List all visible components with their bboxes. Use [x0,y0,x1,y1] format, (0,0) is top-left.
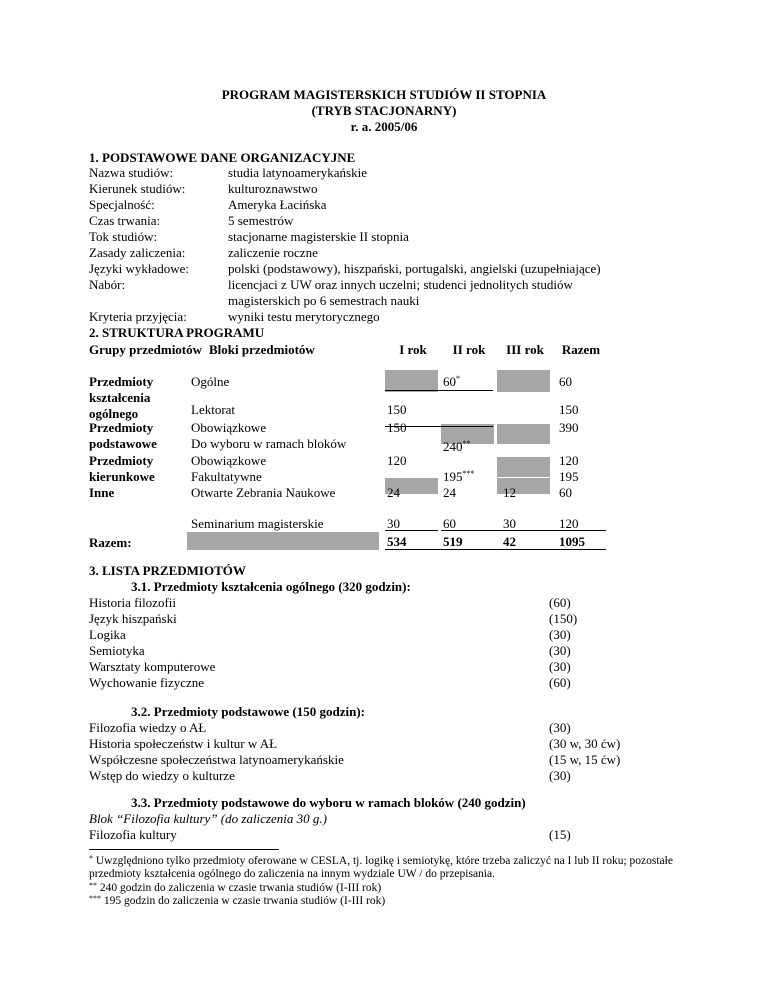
footnote-3: *** 195 godzin do zaliczenia w czasie trwania studiów (I-III rok) [89,894,386,907]
course-hours: (30 w, 30 ćw) [549,736,621,751]
value-cell: 195 [559,469,579,484]
value-cell: 120 [559,516,579,531]
block-major-mandatory: Obowiązkowe [191,453,267,468]
course-hours: (30) [549,720,571,735]
value-cell: 60 [559,485,572,500]
col-header-year1: I rok [399,342,427,357]
col-header-groups: Grupy przedmiotów [89,342,203,357]
course-hours: (30) [549,627,571,642]
block-meetings: Otwarte Zebrania Naukowe [191,485,336,500]
course-hours: (30) [549,768,571,783]
course-name: Logika [89,627,126,642]
info-label: Tok studiów: [89,229,158,244]
value-cell: 120 [559,453,579,468]
course-name: Filozofia kultury [89,827,177,842]
block-optional: Fakultatywne [191,469,262,484]
course-name: Język hiszpański [89,611,177,626]
footnote-mark: ** [89,881,97,890]
section3-2-heading: 3.2. Przedmioty podstawowe (150 godzin): [131,704,365,719]
info-value: stacjonarne magisterskie II stopnia [228,229,409,244]
section3-heading: 3. LISTA PRZEDMIOTÓW [89,563,246,578]
footnote-mark: *** [462,469,475,478]
value-cell: 195*** [443,469,475,484]
info-label: Nabór: [89,277,126,292]
footnote-2: ** 240 godzin do zaliczenia w czasie trwania studiów (I-III rok) [89,881,382,894]
shaded-cell [497,370,550,392]
col-header-year3: III rok [506,342,544,357]
course-name: Filozofia wiedzy o AŁ [89,720,207,735]
value-cell: 150 [387,402,407,417]
info-value: studia latynoamerykańskie [228,165,367,180]
course-name: Wychowanie fizyczne [89,675,205,690]
shaded-cell [497,424,550,444]
info-label: Języki wykładowe: [89,261,190,276]
group-major: Przedmioty kierunkowe [89,453,155,484]
info-label: Nazwa studiów: [89,165,174,180]
footnote-mark: * [89,854,93,863]
value-cell: 150 [387,420,407,435]
footnote-1: * Uwzględniono tylko przedmioty oferowane w CESLA, tj. logikę i semiotykę, które trzeba zaliczyć na I lub II roku; pozostałe przedmioty kształcenia ogólnego do zaliczenia na innym wydziale UW / do przepisania. [89,854,673,880]
block-elective: Do wyboru w ramach bloków [191,436,347,451]
value-cell: 120 [387,453,407,468]
value-cell: 240** [443,439,471,454]
course-hours: (60) [549,675,571,690]
footnote-separator [89,849,279,850]
course-name: Warsztaty komputerowe [89,659,216,674]
info-label: Czas trwania: [89,213,161,228]
value-cell: 390 [559,420,579,435]
value-cell: 24 [387,485,400,500]
info-label: Kierunek studiów: [89,181,186,196]
info-value: licencjaci z UW oraz innych uczelni; studenci jednolitych studiów magisterskich po 6 semestrach nauki [228,277,573,308]
shaded-cell [385,370,438,392]
block-mandatory: Obowiązkowe [191,420,267,435]
value-cell: 60 [443,516,456,531]
course-hours: (30) [549,643,571,658]
block-title: Blok “Filozofia kultury” (do zaliczenia 30 g.) [89,811,327,826]
course-hours: (30) [549,659,571,674]
value-cell: 60 [559,374,572,389]
value-cell: 12 [503,485,516,500]
group-total: Razem: [89,535,132,550]
block-lektorat: Lektorat [191,402,236,417]
sum-cell: 519 [443,534,463,549]
col-header-blocks: Bloki przedmiotów [209,342,315,357]
info-value: kulturoznawstwo [228,181,318,196]
section1-heading: 1. PODSTAWOWE DANE ORGANIZACYJNE [89,150,356,165]
course-name: Wstęp do wiedzy o kulturze [89,768,235,783]
sum-cell: 1095 [559,534,585,549]
info-label: Zasady zaliczenia: [89,245,186,260]
footnote-mark: ** [462,439,471,448]
section3-3-heading: 3.3. Przedmioty podstawowe do wyboru w ramach bloków (240 godzin) [131,795,526,810]
sum-cell: 534 [387,534,407,549]
course-name: Historia społeczeństw i kultur w AŁ [89,736,278,751]
course-name: Historia filozofii [89,595,177,610]
info-label: Kryteria przyjęcia: [89,309,187,324]
section3-1-heading: 3.1. Przedmioty kształcenia ogólnego (320 godzin): [131,579,411,594]
value-cell: 30 [387,516,400,531]
value-cell: 30 [503,516,516,531]
course-hours: (60) [549,595,571,610]
value-cell: 24 [443,485,456,500]
value-cell: 60* [443,374,460,389]
block-general: Ogólne [191,374,230,389]
group-basic: Przedmioty podstawowe [89,420,157,451]
footnote-mark: *** [89,894,101,903]
col-header-year2: II rok [452,342,486,357]
info-value: zaliczenie roczne [228,245,318,260]
group-general: Przedmioty kształcenia ogólnego [89,374,154,421]
info-value: polski (podstawowy), hiszpański, portugalski, angielski (uzupełniające) [228,261,601,276]
info-value: Ameryka Łacińska [228,197,327,212]
col-header-total: Razem [561,342,601,357]
course-hours: (15) [549,827,571,842]
course-name: Semiotyka [89,643,145,658]
footnote-mark: * [456,374,460,383]
doc-title-line3: r. a. 2005/06 [350,119,418,134]
section2-heading: 2. STRUKTURA PROGRAMU [89,325,265,340]
course-hours: (15 w, 15 ćw) [549,752,621,767]
block-seminar: Seminarium magisterskie [191,516,324,531]
info-value: 5 semestrów [228,213,294,228]
info-value: wyniki testu merytorycznego [228,309,380,324]
group-other: Inne [89,485,115,500]
shaded-cell [187,532,379,550]
info-label: Specjalność: [89,197,155,212]
course-hours: (150) [549,611,578,626]
doc-title-line2: (TRYB STACJONARNY) [311,103,457,118]
shaded-cell [497,457,550,477]
course-name: Współczesne społeczeństwa latynoamerykańskie [89,752,344,767]
doc-title-line1: PROGRAM MAGISTERSKICH STUDIÓW II STOPNIA [221,87,547,102]
value-cell: 150 [559,402,579,417]
sum-cell: 42 [503,534,516,549]
